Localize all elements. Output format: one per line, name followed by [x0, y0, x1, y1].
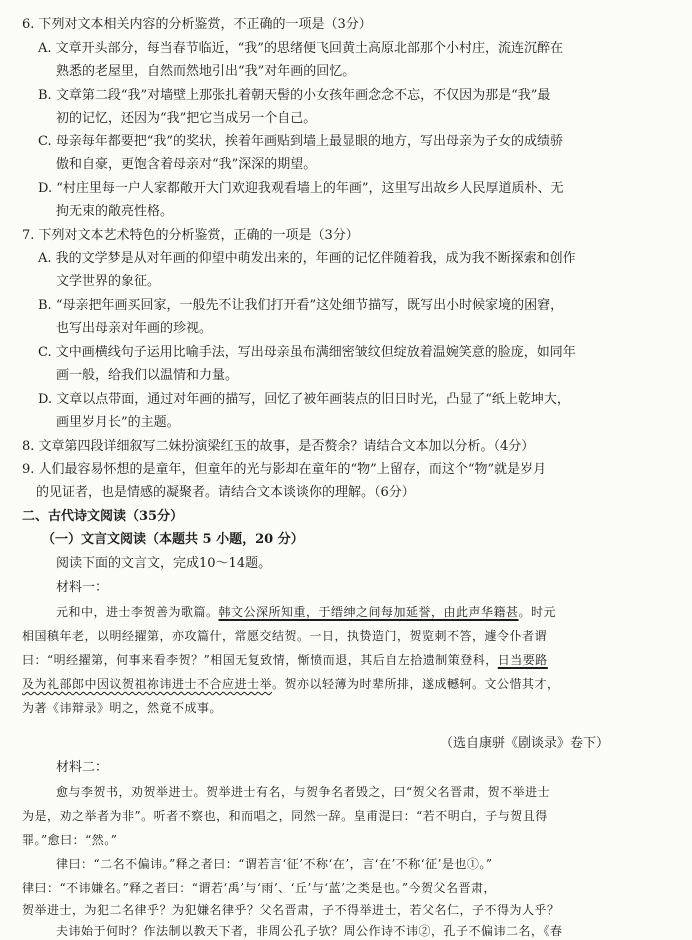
- material-1-source: （选自康骈《剧谈录》卷下）: [440, 736, 610, 751]
- material-1-text: 。时元: [518, 605, 557, 619]
- material-2-line: 愈与李贺书，劝贺举进士。贺举进士有名，与贺争名者毁之，曰“贺父名晋肃，贺不举进士: [56, 785, 551, 799]
- q7-stem: 7. 下列对文本艺术特色的分析鉴赏，正确的一项是（3分）: [22, 228, 359, 243]
- material-2-line: 罪。”愈曰：“然。”: [22, 833, 118, 847]
- underlined-sentence: 韩文公深所知重，于缙绅之间每加延誉，由此声华籍甚: [218, 605, 519, 619]
- material-1-line: [22, 675, 560, 693]
- material-2-line: 贺举进士，为犯二名律乎？为犯嫌名律乎？父名晋肃，子不得举进士，若父名仁，子不得为人乎？: [22, 903, 560, 917]
- q7-option-b-cont: 也写出母亲对年画的珍视。: [56, 321, 213, 336]
- q7-option-c: C. 文中画横线句子运用比喻手法，写出母亲虽布满细密皱纹但绽放着温婉笑意的脸庞，如同年: [38, 345, 576, 360]
- material-1-text: 曰：“明经擢第，何事来看李贺？”相国无复致情，惭愤而退，其后自左拾遗制策登科，: [22, 653, 498, 667]
- q6-option-d: D. “村庄里每一户人家都敞开大门欢迎我观看墙上的年画”，这里写出故乡人民厚道质朴、无: [38, 181, 564, 196]
- q7-option-a: A. 我的文学梦是从对年画的仰望中萌发出来的，年画的记忆伴随着我，成为我不断探索和创作: [38, 251, 576, 266]
- q7-option-a-cont: 文学世界的象征。: [56, 274, 161, 289]
- material-2-line: 夫讳始于何时？作法制以教天下者，非周公孔子欤？周公作诗不讳②，孔子不偏讳二名，《春: [56, 924, 563, 938]
- reading-instruction: 阅读下面的文言文，完成10～14题。: [56, 556, 272, 571]
- q8-stem: 8. 文章第四段详细叙写二妹扮演梁红玉的故事，是否赘余？请结合文本加以分析。（4分）: [22, 439, 535, 454]
- material-2-line: 律曰：“不讳嫌名。”释之者曰：“谓若‘禹’与‘雨’、‘丘’与‘蓝’之类是也。”今贺父名晋肃，: [22, 881, 497, 895]
- material-1-text: 。贺亦以轻薄为时辈所排，遂成轗轲。文公惜其才，: [272, 677, 560, 691]
- underlined-sentence: 日当要路: [497, 653, 548, 667]
- material-1-line: 为著《讳辩录》明之，然竟不成事。: [22, 701, 223, 715]
- q7-option-c-cont: 画一般，给我们以温情和力量。: [56, 368, 239, 383]
- q9-stem: 9. 人们最容易怀想的是童年，但童年的光与影却在童年的“物”上留存，而这个“物”就是岁月: [22, 462, 547, 477]
- q6-option-c-cont: 傲和自豪，更饱含着母亲对“我”深深的期望。: [56, 157, 317, 172]
- material-2-label: 材料二：: [56, 760, 109, 775]
- q6-option-d-cont: 拘无束的敞亮性格。: [56, 204, 174, 219]
- q7-option-b: B. “母亲把年画买回家，一般先不让我们打开看”这处细节描写，既写出小时候家境的困窘，: [38, 298, 564, 313]
- q9-stem-cont: 的见证者，也是情感的凝聚者。请结合文本谈谈你的理解。（6分）: [36, 485, 415, 500]
- q7-option-d-cont: 画里岁月长”的主题。: [56, 415, 180, 430]
- q6-option-c: C. 母亲每年都要把“我”的奖状，挨着年画贴到墙上最显眼的地方，写出母亲为子女的成绩骄: [38, 134, 564, 149]
- q6-option-a: A. 文章开头部分，每当春节临近，“我”的思绪便飞回黄土高原北部那个小村庄，流连沉醉在: [38, 41, 563, 56]
- material-1-line: [56, 603, 556, 621]
- material-1-text: 元和中，进士李贺善为歌篇。: [56, 605, 219, 619]
- material-1-label: 材料一：: [56, 580, 109, 595]
- q6-option-a-cont: 熟悉的老屋里，自然而然地引出“我”对年画的回忆。: [56, 64, 356, 79]
- subsection-title: （一）文言文阅读（本题共 5 小题，20 分）: [42, 532, 304, 547]
- q6-option-b-cont: 初的记忆，还因为“我”把它当成另一个自己。: [56, 111, 317, 126]
- material-2-line: 律曰：“二名不偏讳。”释之者曰：“谓若言‘征’不称‘在’，言‘在’不称‘征’是也①。”: [56, 857, 493, 871]
- section-title: 二、古代诗文阅读（35分）: [22, 509, 184, 524]
- material-1-line: [22, 651, 548, 669]
- wavy-underlined-sentence: 及为礼部郎中因议贺祖祢讳进士不合应进士举: [22, 677, 273, 691]
- q7-option-d: D. 文章以点带面，通过对年画的描写，回忆了被年画装点的旧日时光，凸显了“纸上乾坤大，: [38, 392, 570, 407]
- q6-option-b: B. 文章第二段“我”对墙壁上那张扎着朝天髻的小女孩年画念念不忘，不仅因为那是“我”最: [38, 88, 551, 103]
- material-2-line: 为是，劝之举者为非”。听者不察也，和而唱之，同然一辞。皇甫湜曰：“若不明白，子与贺且得: [22, 809, 548, 823]
- material-1-line: 相国稹年老，以明经擢第，亦攻篇什，常愿交结贺。一日，执贽造门，贺览刺不答，遽令仆者谓: [22, 629, 548, 643]
- q6-stem: 6. 下列对文本相关内容的分析鉴赏，不正确的一项是（3分）: [22, 17, 372, 32]
